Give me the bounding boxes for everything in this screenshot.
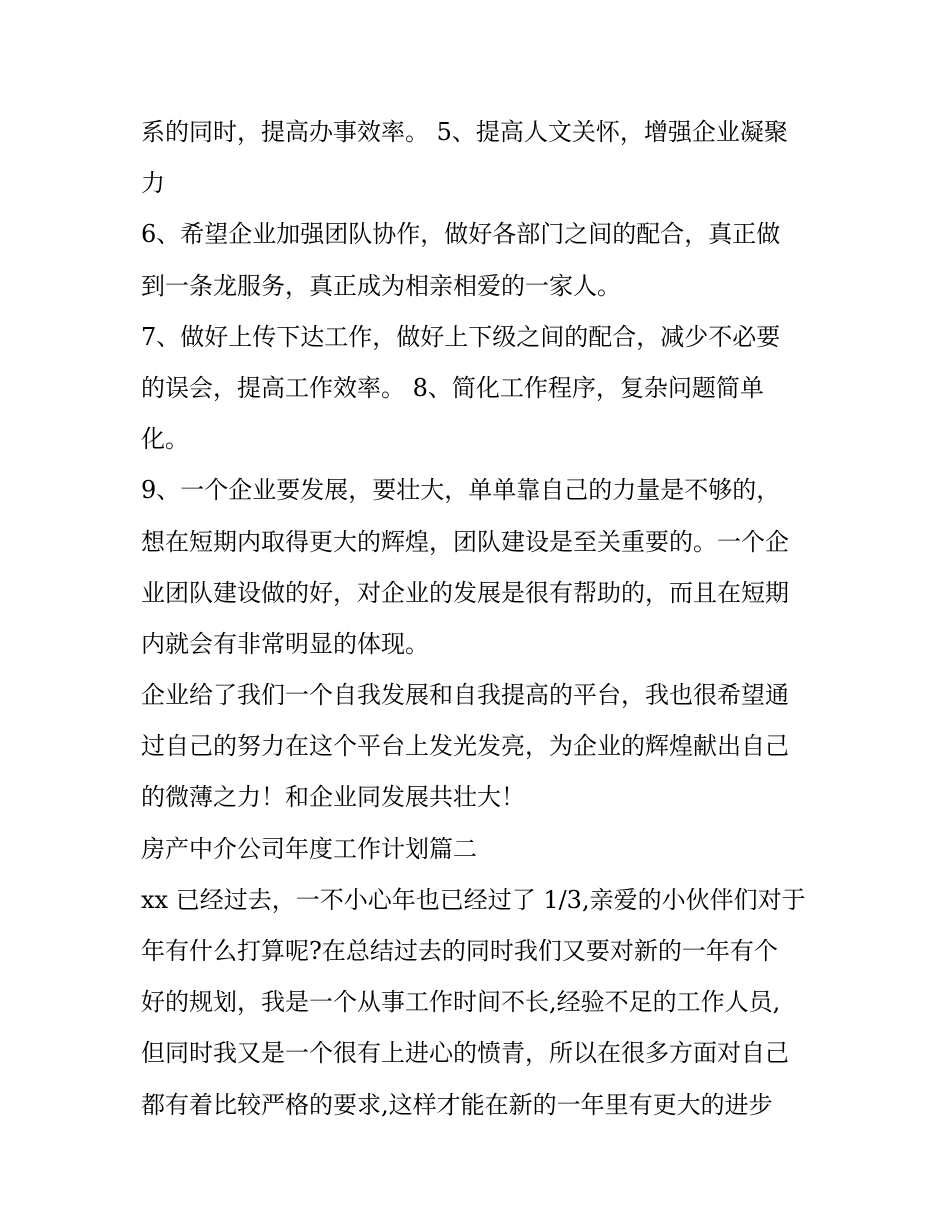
text-line: 到一条龙服务，真正成为相亲相爱的一家人。 <box>141 271 621 300</box>
text-line: 但同时我又是一个很有上进心的愤青，所以在很多方面对自己 <box>141 1039 789 1068</box>
text-line: 9、一个企业要发展，要壮大，单单靠自己的力量是不够的， <box>141 476 781 505</box>
text-line: 想在短期内取得更大的辉煌，团队建设是至关重要的。一个企 <box>141 527 789 556</box>
text-line: 力 <box>141 169 165 198</box>
text-line: 好的规划，我是一个从事工作时间不长,经验不足的工作人员, <box>141 988 781 1017</box>
text-line: 的误会，提高工作效率。 8、简化工作程序，复杂问题简单 <box>141 373 764 402</box>
text-line: 系的同时，提高办事效率。 5、提高人文关怀，增强企业凝聚 <box>141 118 788 146</box>
text-line: 7、做好上传下达工作，做好上下级之间的配合，减少不必要 <box>141 322 781 351</box>
text-line: 过自己的努力在这个平台上发光发亮，为企业的辉煌献出自己 <box>141 732 789 761</box>
section-heading: 房产中介公司年度工作计划篇二 <box>141 834 477 863</box>
text-line: 的微薄之力！和企业同发展共壮大！ <box>141 783 525 812</box>
text-line: 业团队建设做的好，对企业的发展是很有帮助的，而且在短期 <box>141 578 789 607</box>
text-line: 内就会有非常明显的体现。 <box>141 629 429 658</box>
text-line: 都有着比较严格的要求,这样才能在新的一年里有更大的进步 <box>141 1090 773 1119</box>
text-line: 企业给了我们一个自我发展和自我提高的平台，我也很希望通 <box>141 681 789 710</box>
text-line: xx 已经过去，一不小心年也已经过了 1/3,亲爱的小伙伴们对于 <box>141 885 806 914</box>
text-line: 年有什么打算呢?在总结过去的同时我们又要对新的一年有个 <box>141 937 778 965</box>
document-body <box>141 107 821 1131</box>
text-line: 6、希望企业加强团队协作，做好各部门之间的配合，真正做 <box>141 220 781 249</box>
text-line: 化。 <box>141 425 189 454</box>
